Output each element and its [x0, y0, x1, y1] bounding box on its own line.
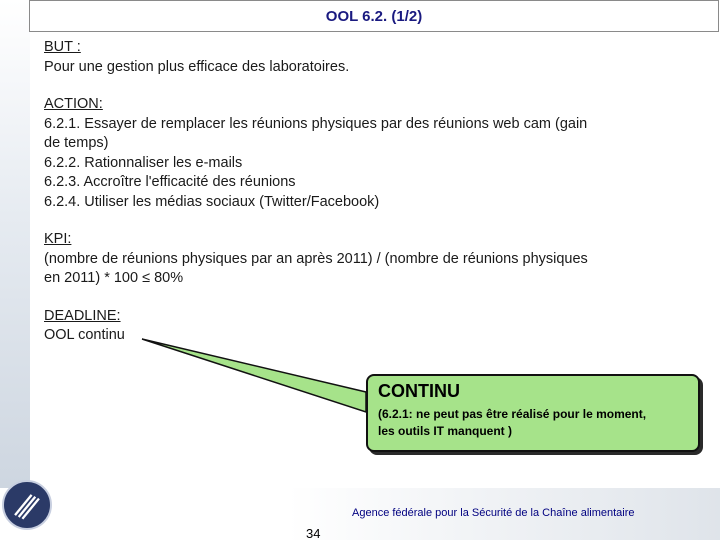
deadline-text: OOL continu [44, 327, 125, 343]
callout-title: CONTINU [378, 381, 460, 401]
action-heading: ACTION: [44, 96, 103, 112]
callout-note-line: (6.2.1: ne peut pas être réalisé pour le moment, [378, 407, 647, 421]
but-text: Pour une gestion plus efficace des laboratoires. [44, 58, 350, 75]
afsca-logo-icon [2, 480, 52, 530]
deadline-heading: DEADLINE: [44, 307, 121, 324]
action-line: 6.2.4. Utiliser les médias sociaux (Twitter/Facebook) [44, 193, 380, 210]
kpi-heading: KPI: [44, 231, 72, 247]
footer-agency: Agence fédérale pour la Sécurité de la Chaîne alimentaire [352, 507, 635, 519]
action-line: 6.2.2. Rationnaliser les e-mails [44, 154, 243, 171]
but-heading: BUT : [44, 39, 81, 55]
callout-note [378, 406, 688, 440]
callout-note-line: les outils IT manquent ) [378, 424, 513, 438]
action-line: 6.2.1. Essayer de remplacer les réunions physiques par des réunions web cam (gain [44, 115, 588, 132]
logo-emblem-icon [4, 482, 50, 528]
action-line: 6.2.3. Accroître l'efficacité des réunions [44, 174, 296, 190]
kpi-line: (nombre de réunions physiques par an après 2011) / (nombre de réunions physiques [44, 250, 588, 267]
action-line: de temps) [44, 135, 109, 151]
kpi-line: en 2011) * 100 ≤ 80% [44, 270, 184, 286]
slide-title: OOL 6.2. (1/2) [29, 0, 719, 32]
page-number: 34 [306, 526, 321, 541]
status-callout [366, 374, 700, 452]
